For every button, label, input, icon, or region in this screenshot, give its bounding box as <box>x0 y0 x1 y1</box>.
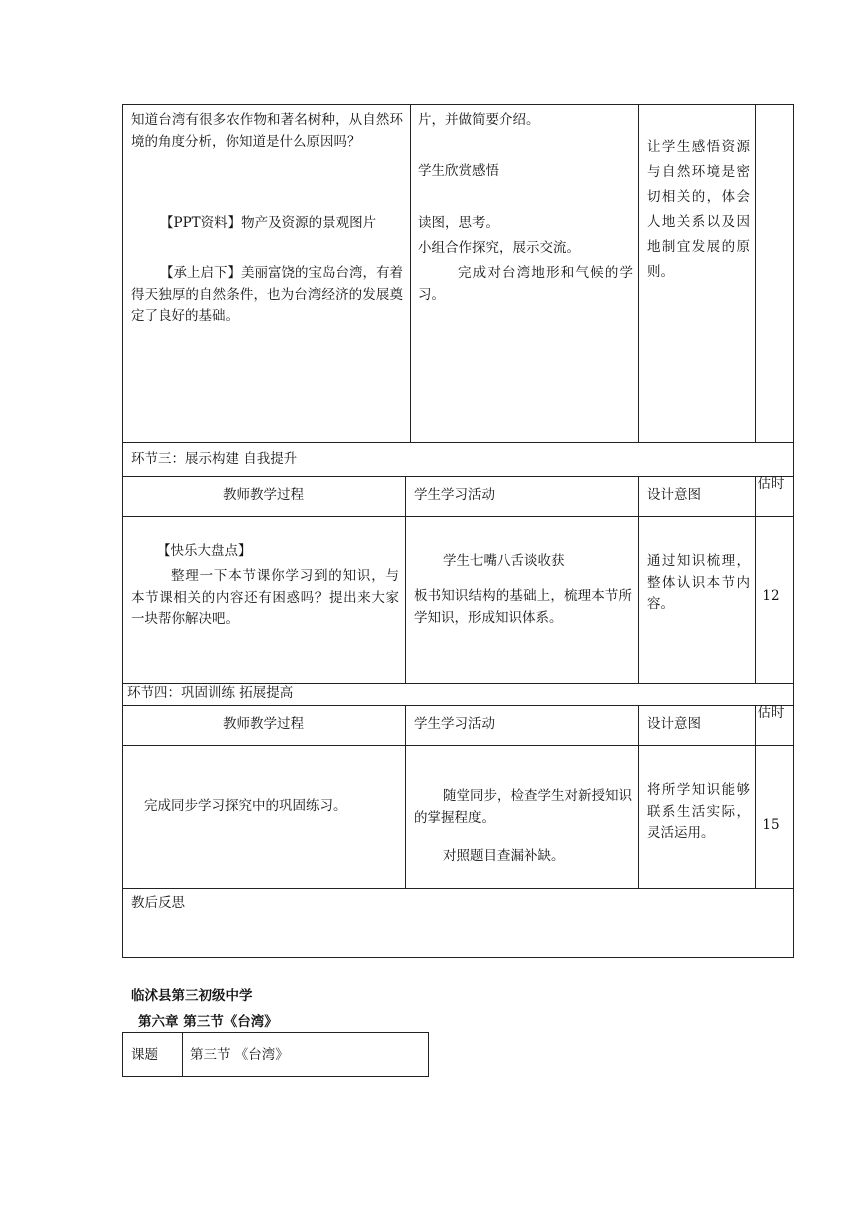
rule <box>755 476 756 683</box>
rule <box>755 104 756 442</box>
student-activity-4: 小组合作探究，展示交流。 <box>418 240 580 256</box>
design-intent-1: 让学生感悟资源与自然环境是密切相关的，体会人地关系以及因地制宜发展的原则。 <box>647 139 750 280</box>
student-summary: 板书知识结构的基础上，梳理本节所学知识，形成知识体系。 <box>414 588 632 626</box>
happy-review-title: 【快乐大盘点】 <box>157 543 252 559</box>
rule <box>428 1032 429 1077</box>
teacher-question: 知道台湾有很多农作物和著名树种，从自然环境的角度分析，你知道是什么原因吗？ <box>131 112 403 150</box>
design-intent-3: 通过知识梳理，整体认识本节内容。 <box>647 553 750 613</box>
rule <box>793 104 794 958</box>
student-harvest: 学生七嘴八舌谈收获 <box>443 553 565 569</box>
rule <box>122 1032 429 1033</box>
rule <box>122 888 794 889</box>
rule <box>122 516 794 517</box>
time-4: 15 <box>762 817 780 833</box>
happy-review-body: 整理一下本节课你学习到的知识，与本节课相关的内容还有困惑吗？提出来大家一块帮你解决吧。 <box>131 568 399 628</box>
rule <box>122 745 794 746</box>
ppt-material: 【PPT资料】物产及资源的景观图片 <box>160 215 377 231</box>
header-intent: 设计意图 <box>647 716 701 732</box>
rule <box>405 705 406 888</box>
consolidation-exercise: 完成同步学习探究中的巩固练习。 <box>144 798 347 814</box>
student-activity-3: 读图，思考。 <box>418 215 499 231</box>
header-teacher: 教师教学过程 <box>223 487 304 503</box>
section3-title: 环节三：展示构建 自我提升 <box>131 451 298 467</box>
rule <box>638 104 639 442</box>
topic-value: 第三节 《台湾》 <box>190 1047 289 1063</box>
rule <box>122 705 794 706</box>
time-3: 12 <box>762 588 780 604</box>
rule <box>638 476 639 683</box>
header-time: 估时 <box>757 705 785 721</box>
transition-text: 【承上启下】美丽富饶的宝岛台湾，有着得天独厚的自然条件，也为台湾经济的发展奠定了良好的基础。 <box>131 265 403 325</box>
header-student: 学生学习活动 <box>414 716 495 732</box>
student-activity-5: 完成对台湾地形和气候的学习。 <box>418 265 633 303</box>
school-name: 临沭县第三初级中学 <box>131 988 253 1004</box>
rule <box>405 476 406 683</box>
rule <box>122 104 123 958</box>
rule <box>410 104 411 442</box>
reflection-label: 教后反思 <box>131 895 185 911</box>
rule <box>122 1032 123 1077</box>
rule <box>122 104 794 105</box>
student-practice: 随堂同步，检查学生对新授知识的掌握程度。 <box>414 788 632 826</box>
student-check: 对照题目查漏补缺。 <box>443 848 565 864</box>
design-intent-4: 将所学知识能够联系生活实际，灵活运用。 <box>647 782 750 842</box>
header-teacher: 教师教学过程 <box>223 716 304 732</box>
rule <box>122 957 794 958</box>
section4-title: 环节四：巩固训练 拓展提高 <box>127 685 294 701</box>
rule <box>122 1076 429 1077</box>
rule <box>122 476 794 477</box>
rule <box>182 1032 183 1077</box>
chapter-title: 第六章 第三节《台湾》 <box>138 1014 278 1030</box>
rule <box>638 705 639 888</box>
topic-label: 课题 <box>131 1047 158 1063</box>
rule <box>755 705 756 888</box>
header-student: 学生学习活动 <box>414 487 495 503</box>
student-activity-2: 学生欣赏感悟 <box>418 163 499 179</box>
rule <box>122 442 794 443</box>
student-activity-1: 片，并做简要介绍。 <box>418 112 540 128</box>
header-intent: 设计意图 <box>647 487 701 503</box>
header-time: 估时 <box>757 476 785 492</box>
